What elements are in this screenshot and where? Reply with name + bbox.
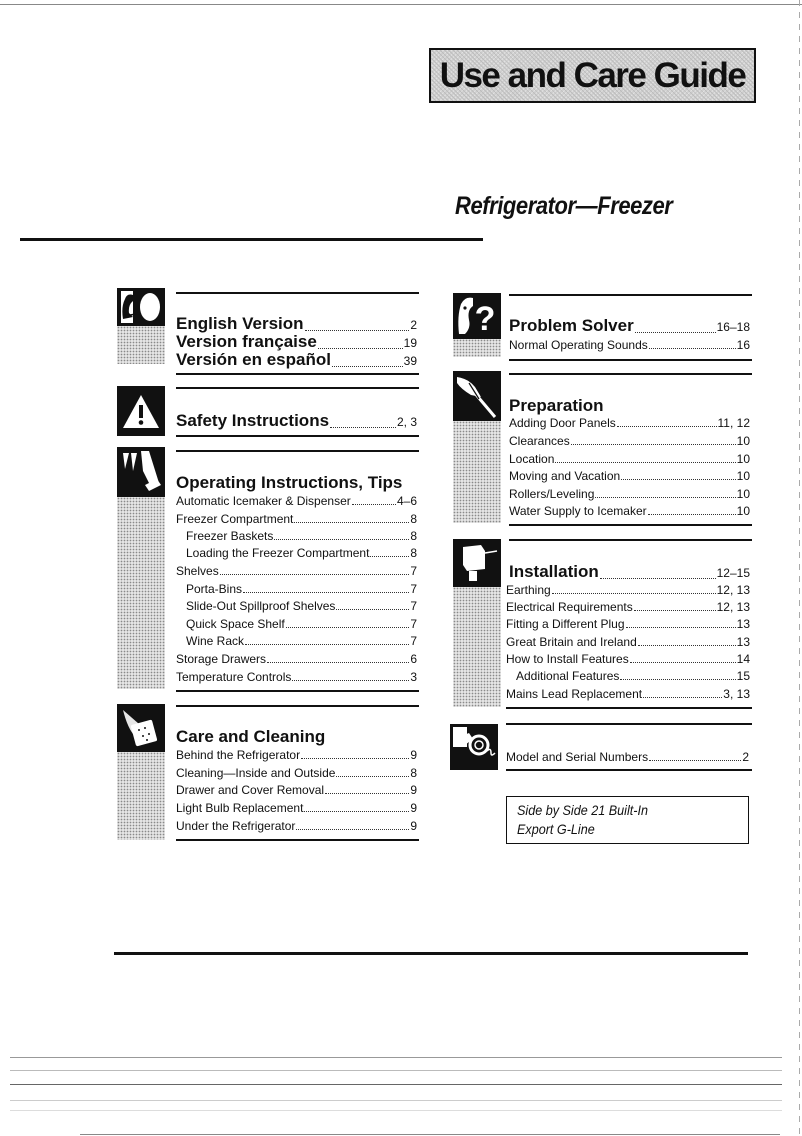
toc-entry-great-britain-ireland[interactable]: Great Britain and Ireland 13 (506, 635, 750, 649)
icon-shading (453, 339, 501, 357)
toc-entry-rollers-leveling[interactable]: Rollers/Leveling 10 (509, 487, 750, 501)
toc-entry-fitting-different-plug[interactable]: Fitting a Different Plug 13 (506, 617, 750, 631)
electrical-plug-icon (453, 539, 501, 587)
toc-entry-loading-freezer[interactable]: Loading the Freezer Compartment 8 (186, 546, 417, 560)
section-rule (176, 387, 419, 389)
face-question-icon (453, 293, 501, 339)
toc-entry-clearances[interactable]: Clearances 10 (509, 434, 750, 448)
section-rule (509, 294, 752, 296)
toc-heading-preparation[interactable]: Preparation (509, 396, 604, 415)
toc-heading-care-and-cleaning[interactable]: Care and Cleaning (176, 727, 326, 746)
hand-pressing-icon (117, 447, 165, 497)
toc-entry-earthing[interactable]: Earthing 12, 13 (506, 583, 750, 597)
section-rule (506, 723, 752, 725)
section-rule (176, 839, 419, 841)
toc-entry-porta-bins[interactable]: Porta-Bins 7 (186, 582, 417, 596)
model-designation-box (506, 796, 749, 844)
section-rule (509, 373, 752, 375)
toc-entry-cleaning-inside-outside[interactable]: Cleaning—Inside and Outside 8 (176, 766, 417, 780)
section-rule (176, 450, 419, 452)
document-subtitle: Refrigerator—Freezer (455, 192, 673, 220)
toc-entry-under-refrigerator[interactable]: Under the Refrigerator 9 (176, 819, 417, 833)
toc-entry-location[interactable]: Location 10 (509, 452, 750, 466)
model-line-2: Export G-Line (517, 821, 595, 837)
icon-shading (117, 752, 165, 840)
page-right-edge (799, 0, 800, 1136)
toc-entry-shelves[interactable]: Shelves 7 (176, 564, 417, 578)
toc-entry-temperature-controls[interactable]: Temperature Controls 3 (176, 670, 417, 684)
toc-entry-mains-lead-replacement[interactable]: Mains Lead Replacement 3, 13 (506, 687, 750, 701)
section-rule (506, 769, 752, 771)
toc-entry-freezer-baskets[interactable]: Freezer Baskets 8 (186, 529, 417, 543)
magnifier-label-icon (450, 724, 498, 770)
page-top-edge (0, 4, 802, 5)
toc-entry-drawer-cover-removal[interactable]: Drawer and Cover Removal 9 (176, 783, 417, 797)
bottom-divider (114, 952, 748, 955)
toc-entry-electrical-requirements[interactable]: Electrical Requirements 12, 13 (506, 600, 750, 614)
icon-shading (117, 326, 165, 364)
section-rule (509, 539, 752, 541)
person-speaking-icon (117, 288, 165, 326)
toc-entry-safety-instructions[interactable]: Safety Instructions 2, 3 (176, 411, 417, 430)
section-rule (506, 707, 752, 709)
svg-text:?: ? (474, 300, 496, 338)
toc-entry-storage-drawers[interactable]: Storage Drawers 6 (176, 652, 417, 666)
hand-screwdriver-icon (453, 371, 501, 421)
toc-entry-behind-refrigerator[interactable]: Behind the Refrigerator 9 (176, 748, 417, 762)
title-banner (429, 48, 756, 103)
subtitle-divider (20, 238, 483, 241)
toc-entry-how-to-install-features[interactable]: How to Install Features 14 (506, 652, 750, 666)
toc-entry-automatic-icemaker[interactable]: Automatic Icemaker & Dispenser 4–6 (176, 494, 417, 508)
icon-shading (117, 497, 165, 689)
toc-entry-water-supply[interactable]: Water Supply to Icemaker 10 (509, 504, 750, 518)
toc-entry-version-espanol[interactable]: Versión en español 39 (176, 350, 417, 369)
section-rule (509, 524, 752, 526)
toc-entry-english-version[interactable]: English Version 2 (176, 314, 417, 333)
section-rule (176, 373, 419, 375)
toc-entry-moving-vacation[interactable]: Moving and Vacation 10 (509, 469, 750, 483)
toc-entry-model-serial-numbers[interactable]: Model and Serial Numbers 2 (506, 750, 749, 764)
hand-sponge-icon (117, 704, 165, 752)
section-rule (509, 359, 752, 361)
model-line-1: Side by Side 21 Built-In (517, 802, 648, 818)
toc-entry-problem-solver[interactable]: Problem Solver 16–18 (509, 316, 750, 335)
toc-heading-operating-instructions[interactable]: Operating Instructions, Tips (176, 473, 403, 492)
section-rule (176, 435, 419, 437)
section-rule (176, 705, 419, 707)
icon-shading (453, 587, 501, 707)
toc-entry-additional-features[interactable]: Additional Features 15 (516, 669, 750, 683)
toc-entry-quick-space-shelf[interactable]: Quick Space Shelf 7 (186, 617, 417, 631)
toc-entry-normal-operating-sounds[interactable]: Normal Operating Sounds 16 (509, 338, 750, 352)
document-title: Use and Care Guide (439, 55, 746, 95)
toc-entry-slide-out-shelves[interactable]: Slide-Out Spillproof Shelves 7 (186, 599, 417, 613)
section-rule (176, 292, 419, 294)
toc-entry-freezer-compartment[interactable]: Freezer Compartment 8 (176, 512, 417, 526)
warning-triangle-icon (117, 386, 165, 436)
toc-entry-version-francaise[interactable]: Version française 19 (176, 332, 417, 351)
toc-entry-installation[interactable]: Installation 12–15 (509, 562, 750, 581)
icon-shading (453, 421, 501, 523)
toc-entry-light-bulb-replacement[interactable]: Light Bulb Replacement 9 (176, 801, 417, 815)
toc-entry-adding-door-panels[interactable]: Adding Door Panels 11, 12 (509, 416, 750, 430)
toc-entry-wine-rack[interactable]: Wine Rack 7 (186, 634, 417, 648)
section-rule (176, 690, 419, 692)
